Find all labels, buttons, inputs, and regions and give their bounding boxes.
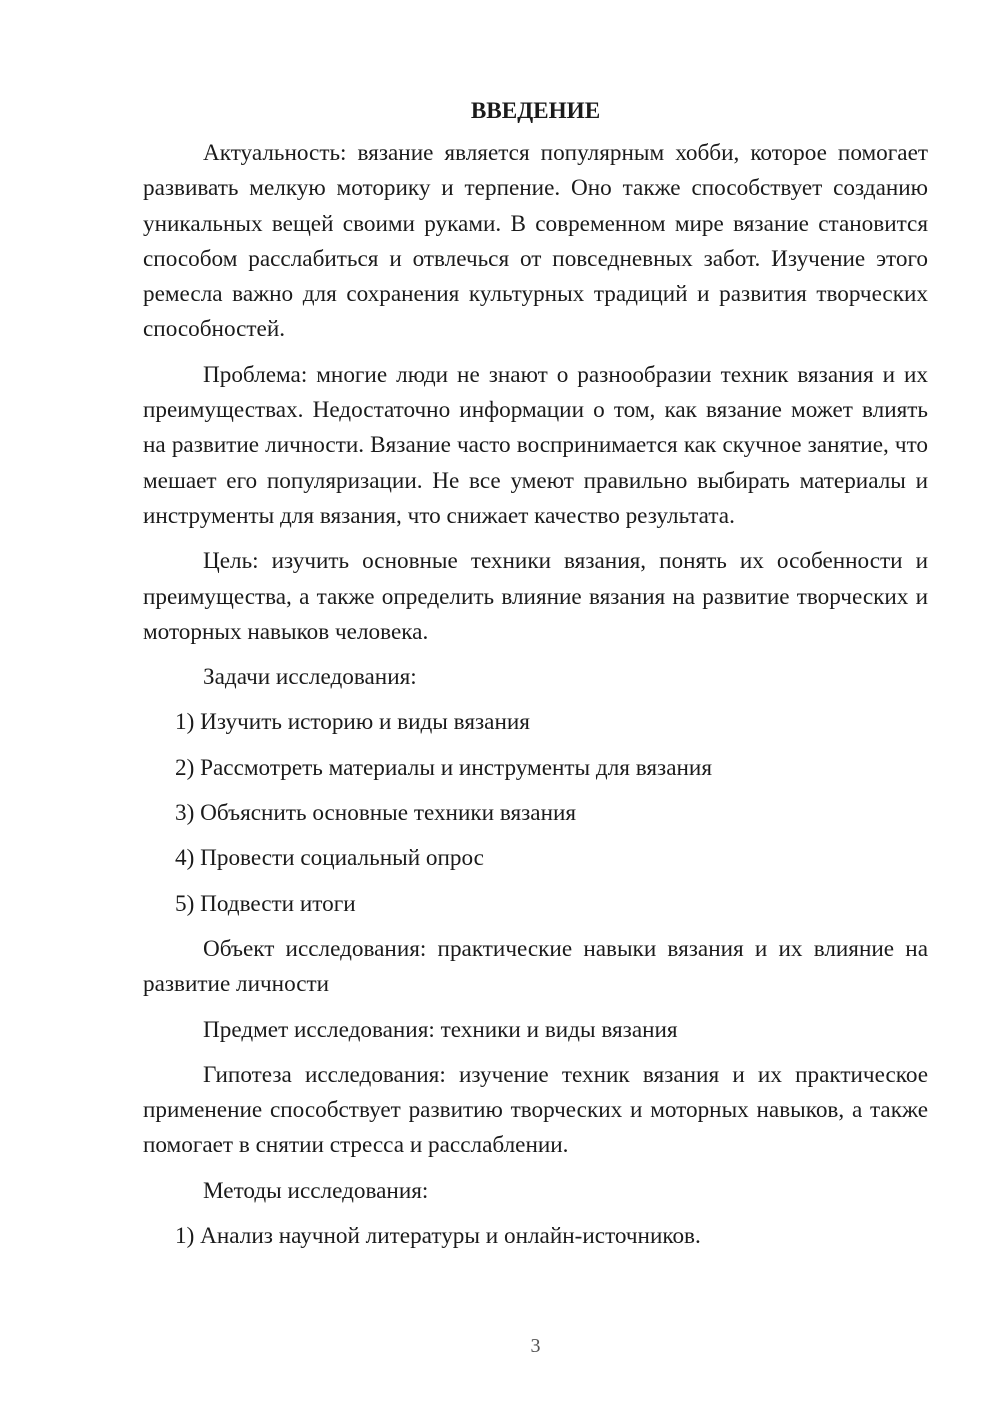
relevance-paragraph: Актуальность: вязание является популярным хобби, которое помогает развивать мелкую моторику и терпение. Оно также способствует созданию уникальных вещей своими руками. В современном мире вязание становится способом расслабиться и отвлечься от повседневных забот. Изучение этого ремесла важно для сохранения культурных традиций и развития творческих способностей. bbox=[143, 140, 928, 343]
list-item: 1) Изучить историю и виды вязания bbox=[175, 709, 530, 736]
problem-paragraph: Проблема: многие люди не знают о разнообразии техник вязания и их преимуществах. Недостаточно информации о том, как вязание может влиять на развитие личности. Вязание часто воспринимается как скучное занятие, что мешает его популяризации. Не все умеют правильно выбирать материалы и инструменты для вязания, что снижает качество результата. bbox=[143, 361, 928, 529]
list-item: 1) Анализ научной литературы и онлайн-источников. bbox=[175, 1223, 701, 1250]
goal-paragraph: Цель: изучить основные техники вязания, понять их особенности и преимущества, а также определить влияние вязания на развитие творческих и моторных навыков человека. bbox=[143, 548, 928, 645]
tasks-heading: Задачи исследования: bbox=[203, 664, 417, 691]
page-number: 3 bbox=[530, 1335, 541, 1357]
document-body bbox=[143, 96, 928, 1264]
list-item: 3) Объяснить основные техники вязания bbox=[175, 800, 577, 827]
section-title: ВВЕДЕНИЕ bbox=[470, 98, 601, 124]
list-item: 2) Рассмотреть материалы и инструменты для вязания bbox=[175, 754, 712, 781]
list-item: 5) Подвести итоги bbox=[175, 890, 356, 917]
subject-paragraph: Предмет исследования: техники и виды вязания bbox=[203, 1016, 678, 1043]
hypothesis-paragraph: Гипотеза исследования: изучение техник вязания и их практическое применение способствует развитию творческих и моторных навыков, а также помогает в снятии стресса и расслаблении. bbox=[143, 1061, 928, 1159]
list-item: 4) Провести социальный опрос bbox=[175, 845, 484, 872]
methods-list bbox=[143, 1219, 928, 1254]
tasks-list bbox=[143, 705, 928, 921]
object-paragraph: Объект исследования: практические навыки вязания и их влияние на развитие личности bbox=[143, 935, 928, 998]
methods-heading: Методы исследования: bbox=[203, 1177, 429, 1204]
